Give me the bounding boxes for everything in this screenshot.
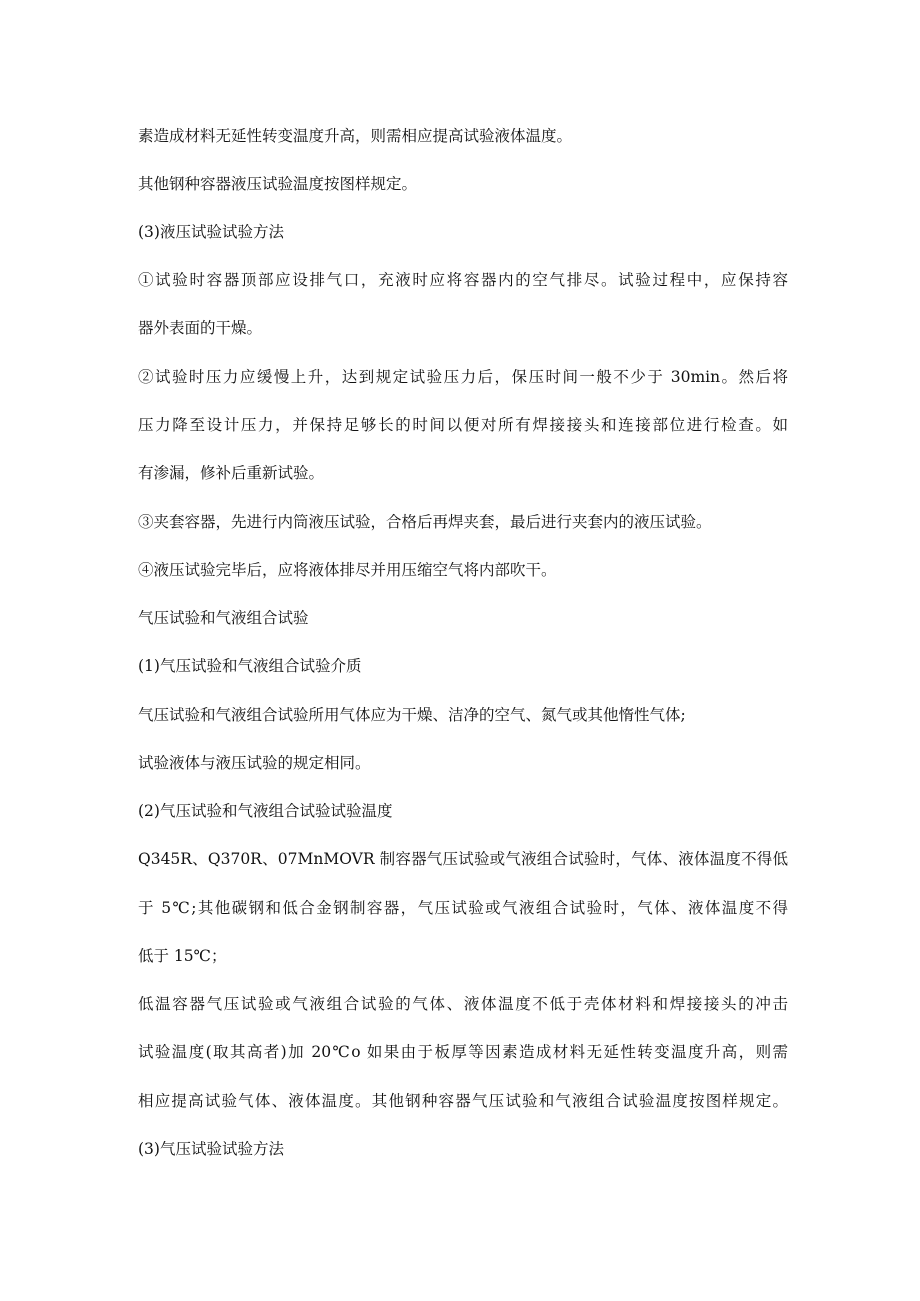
text-line: 有渗漏，修补后重新试验。 xyxy=(138,464,325,482)
section-heading: 气压试验和气液组合试验 xyxy=(138,609,309,627)
text-line: ④液压试验完毕后，应将液体排尽并用压缩空气将内部吹干。 xyxy=(138,561,557,579)
text-line: 气压试验和气液组合试验所用气体应为干燥、洁净的空气、氮气或其他惰性气体; xyxy=(138,706,686,724)
section-heading: (3)液压试验试验方法 xyxy=(138,223,284,241)
text-line: 其他钢种容器液压试验温度按图样规定。 xyxy=(138,175,418,193)
text-line: Q345R、Q370R、07MnMOVR 制容器气压试验或气液组合试验时，气体、液体温度不得低 xyxy=(138,850,788,868)
text-line: 压力降至设计压力，并保持足够长的时间以便对所有焊接接头和连接部位进行检查。如 xyxy=(138,416,788,434)
text-line: 素造成材料无延性转变温度升高，则需相应提高试验液体温度。 xyxy=(138,127,573,145)
text-line: ①试验时容器顶部应设排气口，充液时应将容器内的空气排尽。试验过程中，应保持容 xyxy=(138,271,788,289)
text-line: ②试验时压力应缓慢上升，达到规定试验压力后，保压时间一般不少于 30min。然后将 xyxy=(138,368,788,386)
text-line: 试验温度(取其高者)加 20℃o 如果由于板厚等因素造成材料无延性转变温度升高，则需 xyxy=(138,1043,788,1061)
text-line: 相应提高试验气体、液体温度。其他钢种容器气压试验和气液组合试验温度按图样规定。 xyxy=(138,1092,788,1110)
text-line: 于 5℃;其他碳钢和低合金钢制容器，气压试验或气液组合试验时，气体、液体温度不得 xyxy=(138,899,788,917)
section-heading: (3)气压试验试验方法 xyxy=(138,1140,284,1158)
text-line: 器外表面的干燥。 xyxy=(138,319,263,337)
section-heading: (2)气压试验和气液组合试验试验温度 xyxy=(138,802,393,820)
text-line: 试验液体与液压试验的规定相同。 xyxy=(138,754,371,772)
text-line: 低温容器气压试验或气液组合试验的气体、液体温度不低于壳体材料和焊接接头的冲击 xyxy=(138,995,788,1013)
text-line: 低于 15℃； xyxy=(138,947,227,965)
text-line: ③夹套容器，先进行内筒液压试验，合格后再焊夹套，最后进行夹套内的液压试验。 xyxy=(138,513,712,531)
section-heading: (1)气压试验和气液组合试验介质 xyxy=(138,657,362,675)
